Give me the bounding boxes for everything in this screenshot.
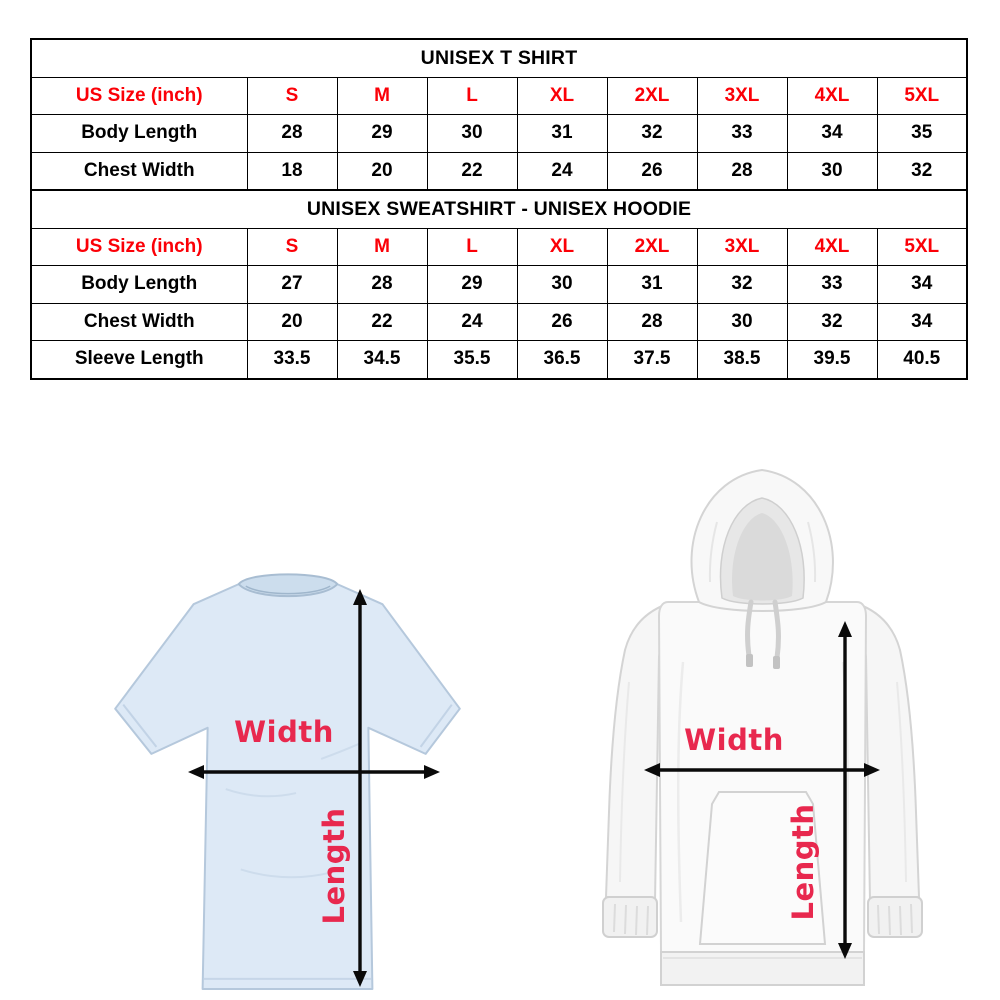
size-cell: 5XL <box>877 228 967 266</box>
size-cell: M <box>337 228 427 266</box>
value-cell: 30 <box>697 303 787 341</box>
value-cell: 28 <box>607 303 697 341</box>
size-cell: XL <box>517 77 607 115</box>
value-cell: 34.5 <box>337 341 427 379</box>
section-title-row <box>31 39 967 77</box>
size-row-label: US Size (inch) <box>31 77 247 115</box>
section-title: UNISEX T SHIRT <box>31 39 967 77</box>
section-title-row <box>31 190 967 228</box>
measure-label: Body Length <box>31 266 247 304</box>
measure-label: Sleeve Length <box>31 341 247 379</box>
value-cell: 33 <box>787 266 877 304</box>
value-cell: 26 <box>517 303 607 341</box>
size-cell: 2XL <box>607 228 697 266</box>
hoodie-length-arrow <box>834 620 856 960</box>
value-cell: 29 <box>427 266 517 304</box>
value-cell: 31 <box>607 266 697 304</box>
measurement-row <box>31 266 967 304</box>
value-cell: 32 <box>787 303 877 341</box>
size-cell: 3XL <box>697 228 787 266</box>
hoodie-length-label: Length <box>786 803 820 921</box>
tshirt-length-arrow <box>349 588 371 988</box>
size-chart-section <box>30 38 968 380</box>
value-cell: 30 <box>427 115 517 153</box>
size-cell: 4XL <box>787 77 877 115</box>
value-cell: 18 <box>247 152 337 190</box>
size-row-label: US Size (inch) <box>31 228 247 266</box>
size-chart-table <box>30 38 968 380</box>
value-cell: 39.5 <box>787 341 877 379</box>
value-cell: 27 <box>247 266 337 304</box>
size-header-row <box>31 77 967 115</box>
value-cell: 29 <box>337 115 427 153</box>
measure-label: Chest Width <box>31 303 247 341</box>
measurement-row <box>31 152 967 190</box>
section-title: UNISEX SWEATSHIRT - UNISEX HOODIE <box>31 190 967 228</box>
value-cell: 30 <box>517 266 607 304</box>
value-cell: 24 <box>517 152 607 190</box>
size-cell: L <box>427 77 517 115</box>
value-cell: 24 <box>427 303 517 341</box>
value-cell: 32 <box>607 115 697 153</box>
size-cell: 3XL <box>697 77 787 115</box>
value-cell: 30 <box>787 152 877 190</box>
tshirt-length-label: Length <box>317 807 351 925</box>
value-cell: 34 <box>877 266 967 304</box>
value-cell: 22 <box>337 303 427 341</box>
size-cell: 2XL <box>607 77 697 115</box>
size-cell: L <box>427 228 517 266</box>
hoodie-width-label: Width <box>684 723 784 757</box>
value-cell: 20 <box>337 152 427 190</box>
value-cell: 28 <box>697 152 787 190</box>
value-cell: 31 <box>517 115 607 153</box>
value-cell: 34 <box>787 115 877 153</box>
size-cell: S <box>247 77 337 115</box>
measurement-row <box>31 341 967 379</box>
value-cell: 28 <box>247 115 337 153</box>
size-cell: S <box>247 228 337 266</box>
value-cell: 33.5 <box>247 341 337 379</box>
value-cell: 35.5 <box>427 341 517 379</box>
value-cell: 35 <box>877 115 967 153</box>
value-cell: 20 <box>247 303 337 341</box>
size-cell: 4XL <box>787 228 877 266</box>
value-cell: 32 <box>697 266 787 304</box>
value-cell: 26 <box>607 152 697 190</box>
size-cell: M <box>337 77 427 115</box>
value-cell: 34 <box>877 303 967 341</box>
tshirt-width-label: Width <box>234 715 334 749</box>
measurement-row <box>31 115 967 153</box>
tshirt-width-arrow <box>187 761 441 783</box>
value-cell: 36.5 <box>517 341 607 379</box>
size-cell: XL <box>517 228 607 266</box>
measure-label: Chest Width <box>31 152 247 190</box>
value-cell: 37.5 <box>607 341 697 379</box>
value-cell: 28 <box>337 266 427 304</box>
value-cell: 22 <box>427 152 517 190</box>
measure-label: Body Length <box>31 115 247 153</box>
value-cell: 40.5 <box>877 341 967 379</box>
value-cell: 38.5 <box>697 341 787 379</box>
value-cell: 32 <box>877 152 967 190</box>
value-cell: 33 <box>697 115 787 153</box>
size-cell: 5XL <box>877 77 967 115</box>
measurement-row <box>31 303 967 341</box>
size-header-row <box>31 228 967 266</box>
